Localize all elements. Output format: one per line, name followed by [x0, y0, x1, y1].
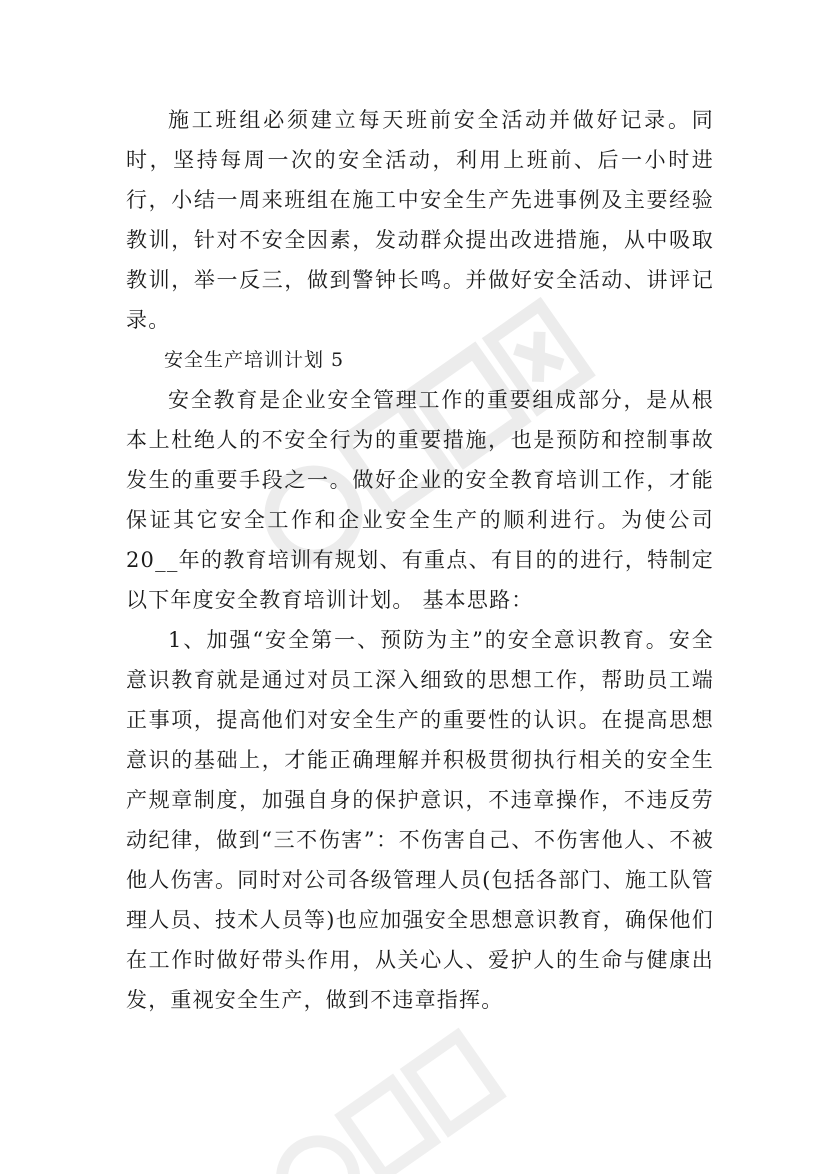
paragraph-safety-awareness: 1、加强“安全第一、预防为主”的安全意识教育。安全意识教育就是通过对员工深入细致的思想工作，帮助员工端正事项，提高他们对安全生产的重要性的认识。在提高思想意识的基础上，才能正确理解并积极贯彻执行相关的安全生产规章制度，加强自身的保护意识，不违章操作，不违反劳动纪律，做到“三不伤害”：不伤害自己、不伤害他人、不被他人伤害。同时对公司各级管理人员(包括各部门、施工队管理人员、技术人员等)也应加强安全思想意识教育，确保他们在工作时做好带头作用，从关心人、爱护人的生命与健康出发，重视安全生产，做到不违章指挥。: [126, 628, 714, 1012]
paragraph-safety-education-intro: 安全教育是企业安全管理工作的重要组成部分，是从根本上杜绝人的不安全行为的重要措施，也是预防和控制事故发生的重要手段之一。做好企业的安全教育培训工作，才能保证其它安全工作和企业安全生产的顺利进行。为使公司20__年的教育培训有规划、有重点、有目的的进行，特制定以下年度安全教育培训计划。 基本思路：: [126, 388, 714, 612]
section-heading: 安全生产培训计划 5: [164, 349, 345, 371]
document-body: [126, 100, 714, 1020]
paragraph-team-safety-activity: 施工班组必须建立每天班前安全活动并做好记录。同时，坚持每周一次的安全活动，利用上班前、后一小时进行，小结一周来班组在施工中安全生产先进事例及主要经验教训，针对不安全因素，发动群众提出改进措施，从中吸取教训，举一反三，做到警钟长鸣。并做好安全活动、讲评记录。: [126, 108, 714, 332]
